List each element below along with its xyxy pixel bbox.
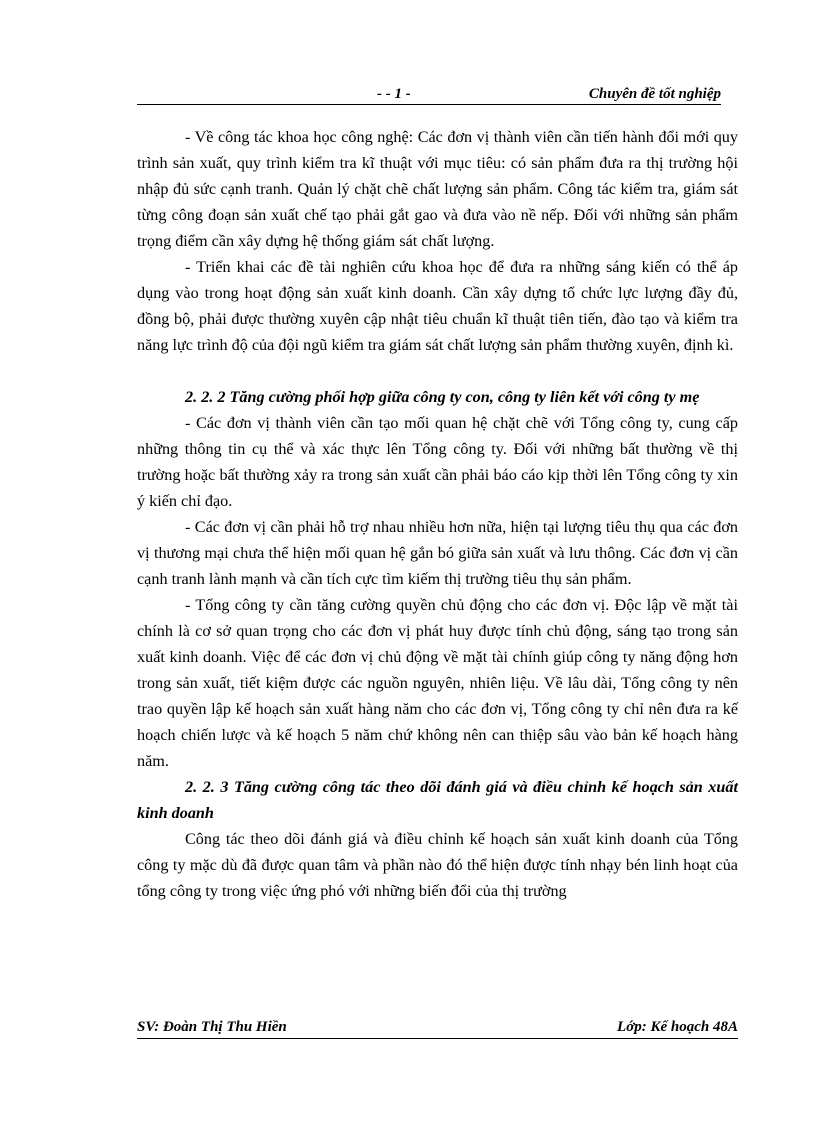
section-heading-2-2-2: 2. 2. 2 Tăng cường phối hợp giữa công ty con, công ty liên kết với công ty mẹ (185, 388, 700, 406)
section-heading-2-2-3: 2. 2. 3 Tăng cường công tác theo dõi đánh giá và điều chỉnh kế hoạch sản xuất kinh doanh (137, 778, 738, 822)
paragraph-mutual-support: - Các đơn vị cần phải hỗ trợ nhau nhiều hơn nữa, hiện tại lượng tiêu thụ qua các đơn vị thương mại chưa thể hiện mối quan hệ gắn bó giữa sản xuất và lưu thông. Các đơn vị cần cạnh tranh lành mạnh và cần tích cực tìm kiếm thị trường tiêu thụ sản phẩm. (137, 518, 738, 588)
paragraph-science-technology: - Về công tác khoa học công nghệ: Các đơn vị thành viên cần tiến hành đổi mới quy trình sản xuất, quy trình kiểm tra kĩ thuật với mục tiêu: có sản phẩm đưa ra thị trường hội nhập đủ sức cạnh tranh. Quản lý chặt chẽ chất lượng sản phẩm. Công tác kiểm tra, giám sát từng công đoạn sản xuất chế tạo phải gắt gao và đưa vào nề nếp. Đối với những sản phẩm trọng điểm cần xây dựng hệ thống giám sát chất lượng. (137, 128, 738, 250)
class-name: Lớp: Kế hoạch 48A (617, 1019, 738, 1035)
page-header (137, 84, 721, 105)
paragraph-research: - Triển khai các đề tài nghiên cứu khoa học để đưa ra những sáng kiến có thể áp dụng vào trong hoạt động sản xuất kinh doanh. Cần xây dựng tổ chức lực lượng đầy đủ, đồng bộ, phải được thường xuyên cập nhật tiêu chuẩn kĩ thuật tiên tiến, đào tạo và kiểm tra năng lực trình độ của đội ngũ kiểm tra giám sát chất lượng sản phẩm thường xuyên, định kì. (137, 258, 738, 354)
page-number: - - 1 - (377, 86, 411, 102)
paragraph-monitoring: Công tác theo dõi đánh giá và điều chỉnh kế hoạch sản xuất kinh doanh của Tổng công ty mặc dù đã được quan tâm và phần nào đó thể hiện được tính nhạy bén linh hoạt của tổng công ty trong việc ứng phó với những biến đổi của thị trường (137, 830, 738, 900)
document-title: Chuyên đề tốt nghiệp (588, 86, 721, 102)
page-footer (137, 1018, 738, 1039)
paragraph-member-units: - Các đơn vị thành viên cần tạo mối quan hệ chặt chẽ với Tổng công ty, cung cấp những thông tin cụ thể và xác thực lên Tổng công ty. Đối với những bất thường về thị trường hoặc bất thường xảy ra trong sản xuất cần phải báo cáo kịp thời lên Tổng công ty xin ý kiến chỉ đạo. (137, 414, 738, 510)
page-body (137, 124, 738, 904)
paragraph-autonomy: - Tổng công ty cần tăng cường quyền chủ động cho các đơn vị. Độc lập về mặt tài chính là cơ sở quan trọng cho các đơn vị phát huy được tính chủ động, sáng tạo trong sản xuất kinh doanh. Việc để các đơn vị chủ động về mặt tài chính giúp công ty năng động hơn trong sản xuất, tiết kiệm được các nguồn nguyên, nhiên liệu. Về lâu dài, Tổng công ty nên trao quyền lập kế hoạch sản xuất hàng năm cho các đơn vị, Tổng công ty chỉ nên đưa ra kế hoạch chiến lược và kế hoạch 5 năm chứ không nên can thiệp sâu vào bản kế hoạch hàng năm. (137, 596, 738, 770)
spacer (137, 358, 738, 384)
student-name: SV: Đoàn Thị Thu Hiền (137, 1019, 287, 1035)
